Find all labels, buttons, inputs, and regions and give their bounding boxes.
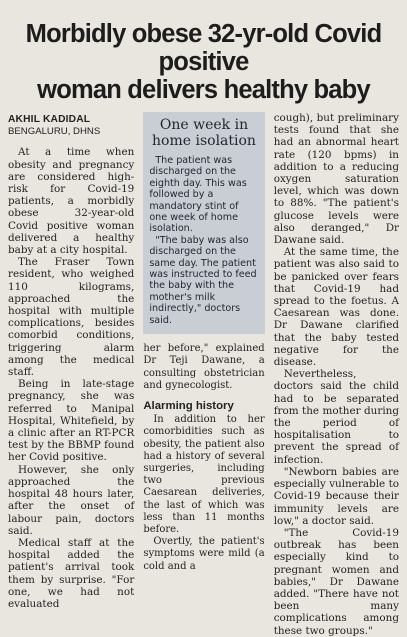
paragraph: Medical staff at the hospital added the patient's arrival took them by surprise. "For one, we had not evaluated: [8, 536, 135, 610]
column-2: [143, 112, 264, 637]
paragraph: The Fraser Town resident, who weighed 110 kilograms, approached the hospital with multiple complications, besides comorbid conditions, triggering alarm among the medical staff.: [8, 256, 135, 379]
sidebar-box: [143, 112, 264, 334]
paragraph: At the same time, the patient was also said to be panicked over fears that Covid-19 had spread to the foetus. A Caesarean was done. Dr Dawane clarified that the baby tested negative for the disease.: [273, 246, 399, 369]
headline-line-1: Morbidly obese 32-yr-old Covid positive: [25, 20, 382, 76]
paragraph: In addition to her comorbidities such as obesity, the patient also had a history of several surgeries, including two previous Caesarean deliveries, the last of which was less than 11 months before.: [143, 414, 265, 535]
headline-line-2: woman delivers healthy baby: [37, 76, 370, 104]
paragraph: "The Covid-19 outbreak has been especially kind to pregnant women and babies," Dr Dawane added. "There have not been many complications among these two groups.": [273, 526, 399, 637]
byline: [8, 114, 134, 138]
paragraph: At a time when obesity and pregnancy are considered high-risk for Covid-19 patients, a morbidly obese 32-year-old Covid positive woman delivered a healthy baby at a city hospital.: [8, 146, 135, 257]
paragraph: "Newborn babies are especially vulnerable to Covid-19 because their immunity levels are low," a doctor said.: [273, 465, 399, 527]
column-3: [274, 112, 399, 637]
headline: [8, 20, 399, 104]
paragraph: cough), but preliminary tests found that she had an abnormal heart rate (120 bpms) in addition to a reducing oxygen saturation level, which was down to 88%. "The patient's glucose levels were also deranged," Dr Dawane said.: [273, 112, 399, 247]
sidebar-paragraph: The patient was discharged on the eighth day. This was followed by a mandatory stint of one week of home isolation.: [149, 155, 247, 235]
subheading: Alarming history: [143, 399, 234, 412]
column-1: [8, 112, 134, 637]
column-2-body: [143, 343, 264, 573]
paragraph: Nevertheless, doctors said the child had to be separated from the mother during the period of hospitalisation to prevent the spread of infection.: [273, 368, 399, 466]
sidebar-paragraph: "The baby was also discharged on the same day. The patient was instructed to feed the baby with the mother's milk indirectly," doctors said.: [149, 234, 257, 326]
article-columns: [8, 112, 399, 637]
sidebar-title: One week in home isolation: [152, 117, 256, 149]
dateline: BENGALURU, DHNS: [8, 126, 101, 138]
paragraph: Being in late-stage pregnancy, she was referred to Manipal Hospital, Whitefield, by a clinic after an RT-PCR test by the BBMP found her Covid positive.: [8, 378, 135, 464]
paragraph: Overtly, the patient's symptoms were mild (a cold and a: [143, 536, 265, 572]
paragraph: However, she only approached the hospital 48 hours later, after the onset of labour pain, doctors said.: [8, 463, 135, 537]
author-name: AKHIL KADIDAL: [8, 114, 91, 125]
paragraph: her before," explained Dr Teji Dawane, a consulting obstetrician and gynecologist.: [143, 343, 265, 391]
